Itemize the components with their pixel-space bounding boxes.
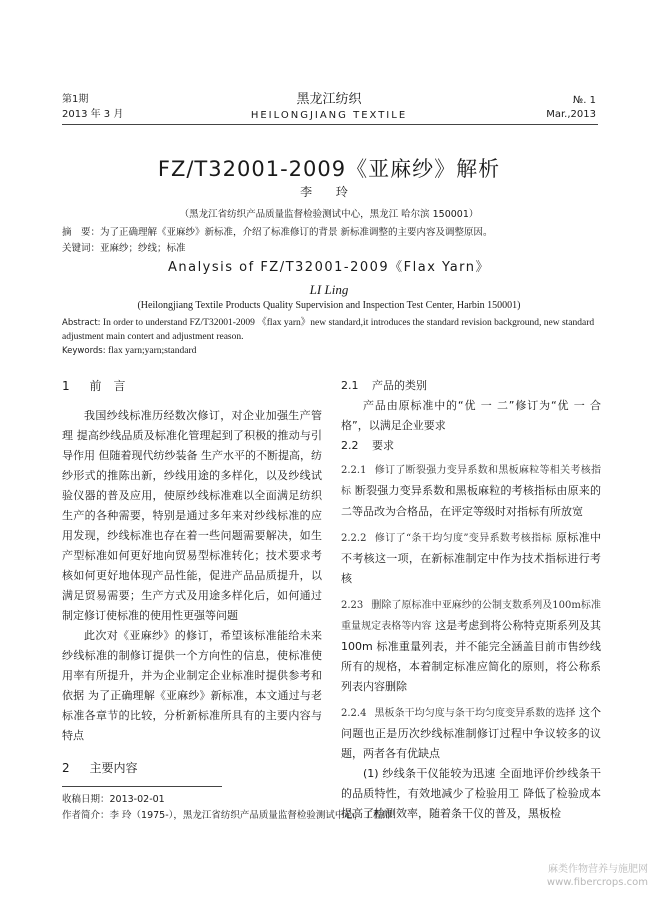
issue-no-en: №. 1 bbox=[572, 95, 596, 106]
abstract-en-text: In order to understand FZ/T32001-2009 《flax yarn》new standard,it introduces the standard revision background, new standard adjustment main contert and adjustment reason. bbox=[62, 318, 595, 342]
section-2-2-2-number: 2.2.2 bbox=[341, 533, 367, 544]
abstract-en bbox=[62, 316, 602, 344]
section-2-2-2-text: 原标准中不考核这一项，在新标准制定中作为技术指标进行考核 bbox=[341, 531, 602, 585]
keywords-en-label: Keywords: bbox=[62, 346, 106, 356]
author-affiliation-en: (Heilongjiang Textile Products Quality Supervision and Inspection Test Center, Harbin 150001) bbox=[137, 300, 521, 311]
left-column bbox=[62, 376, 322, 788]
journal-name-en: HEILONGJIANG TEXTILE bbox=[250, 110, 408, 121]
abstract-en-label: Abstract: bbox=[62, 318, 101, 328]
issue-number: 第1期 bbox=[62, 94, 89, 105]
header-rule bbox=[62, 124, 598, 125]
issue-date-en: Mar.,2013 bbox=[546, 109, 596, 120]
section-2-2-1-text: 断裂强力变异系数和黑板麻粒的考核指标由原来的二等品改为合格品，在评定等级时对指标有所放宽 bbox=[341, 484, 602, 518]
section-2-2-title: 要求 bbox=[372, 439, 394, 452]
author-name-en: LI Ling bbox=[309, 282, 349, 297]
footnote-received: 收稿日期：2013-02-01 bbox=[62, 794, 165, 805]
section-2-title: 主要内容 bbox=[89, 761, 138, 775]
footnote-rule bbox=[62, 786, 222, 787]
section-2-2-4-heading bbox=[341, 708, 575, 719]
section-2-2-3 bbox=[341, 595, 601, 697]
section-1-paragraph-2: 此次对《亚麻纱》的修订，希望该标准能给未来纱线标准的制修订提供一个方向性的信息，使标准使用率有所提升，并为企业制定企业标准时提供参考和依据 为了正确理解《亚麻纱》新标准，本文通过与老标准各章节的比较，分析新标准所具有的主要内容与特点 bbox=[62, 629, 322, 742]
section-2-2-3-title: 删除了原标准中亚麻纱的公制支数系列及100m标准重量规定表格等内容 bbox=[341, 600, 601, 632]
section-2-1-heading bbox=[341, 376, 601, 396]
keywords-cn: 关键词：亚麻纱；纱线；标准 bbox=[62, 243, 186, 254]
running-header-right bbox=[546, 94, 596, 122]
section-1-title: 前 言 bbox=[89, 379, 126, 393]
abstract-cn: 摘 要：为了正确理解《亚麻纱》新标准，介绍了标准修订的背景 新标准调整的主要内容及调整原因。 bbox=[62, 227, 493, 238]
section-2-heading bbox=[62, 758, 322, 778]
section-2-2-3-text: 这是考虑到将公称特克斯系列及其 100m 标准重量列表，并不能完全涵盖目前市售纱线所有的规格，本着制定标准应简化的原则，将公称系列表内容删除 bbox=[341, 619, 601, 693]
journal-name-cn: 黑龙江纺织 bbox=[296, 92, 362, 107]
author-affiliation: （黑龙江省纺织产品质量监督检验测试中心，黑龙江 哈尔滨 150001） bbox=[179, 209, 479, 220]
keywords-en bbox=[62, 346, 196, 356]
issue-date-cn: 2013 年 3 月 bbox=[62, 109, 124, 120]
section-2-2-4-number: 2.2.4 bbox=[341, 708, 367, 719]
section-2-1-title: 产品的类别 bbox=[372, 379, 427, 392]
section-2-number: 2 bbox=[62, 761, 70, 775]
section-2-2-1-number: 2.2.1 bbox=[341, 465, 367, 476]
section-2-2-1-title: 修订了断裂强力变异系数和黑板麻粒等相关考核指标 bbox=[341, 465, 601, 497]
keywords-en-text: flax yarn;yarn;standard bbox=[107, 346, 197, 356]
author-name: 李 玲 bbox=[300, 185, 358, 199]
paper-title: FZ/T32001-2009《亚麻纱》解析 bbox=[157, 157, 501, 181]
watermark-url: www.fibercrops.com bbox=[546, 877, 648, 888]
section-2-2-4-paragraph: (1) 纱线条干仪能较为迅速 全面地评价纱线条干的品质特性，有效地减少了检验用工 降低了检验成本 提高了检测效率，随着条干仪的普及，黑板检 bbox=[341, 767, 601, 820]
section-2-2-2-heading bbox=[341, 533, 552, 544]
section-1-number: 1 bbox=[62, 379, 70, 393]
section-2-2-4-text: 这个问题也正是历次纱线标准制修订过程中争议较多的议题，两者各有优缺点 bbox=[341, 706, 602, 760]
right-column bbox=[341, 376, 601, 824]
section-2-2-3-number: 2.23 bbox=[341, 600, 364, 611]
section-1-paragraph-1: 我国纱线标准历经数次修订，对企业加强生产管理 提高纱线品质及标准化管理起到了积极的推动与引导作用 但随着现代纺纱装备 生产水平的不断提高，纺纱形式的推陈出新，纱线用途的多样化，以及纱线试验仪器的普及应用，使原纱线标准难以全面满足纺织生产的各种需要，特别是通过多年来对纱线标准的应用发现，纱线标准也存在着一些问题需要解决，如生产型标准如何更好地向贸易型标准转化；技术要求考核如何更好地体现产品性能，促进产品品质提升，以满足贸易需要；生产方式及用途多样化后，如何通过制定修订使标准的使用性更强等问题 bbox=[62, 409, 322, 622]
section-2-2-4-title: 黑板条干均匀度与条干均匀度变异系数的选择 bbox=[374, 708, 576, 719]
section-2-2-number: 2.2 bbox=[341, 439, 359, 452]
watermark-cn: 麻类作物营养与施肥网 bbox=[548, 864, 648, 875]
section-2-2-heading bbox=[341, 436, 601, 456]
section-2-2-2 bbox=[341, 528, 601, 589]
section-2-1-number: 2.1 bbox=[341, 379, 359, 392]
section-2-1-paragraph: 产品由原标准中的“优 一 二”修订为“优 一 合格”，以满足企业要求 bbox=[341, 399, 601, 432]
footnote-author-bio: 作者简介：李 玲（1975-），黑龙江省纺织产品质量监督检验测试中心，工程师 bbox=[62, 810, 392, 821]
section-2-2-2-title: 修订了“条干均匀度”变异系数考核指标 bbox=[374, 533, 552, 544]
section-2-2-4 bbox=[341, 703, 601, 764]
section-2-2-1 bbox=[341, 460, 601, 522]
watermark bbox=[547, 863, 648, 889]
section-1-heading bbox=[62, 376, 322, 396]
paper-title-en: Analysis of FZ/T32001-2009《Flax Yarn》 bbox=[167, 260, 491, 275]
